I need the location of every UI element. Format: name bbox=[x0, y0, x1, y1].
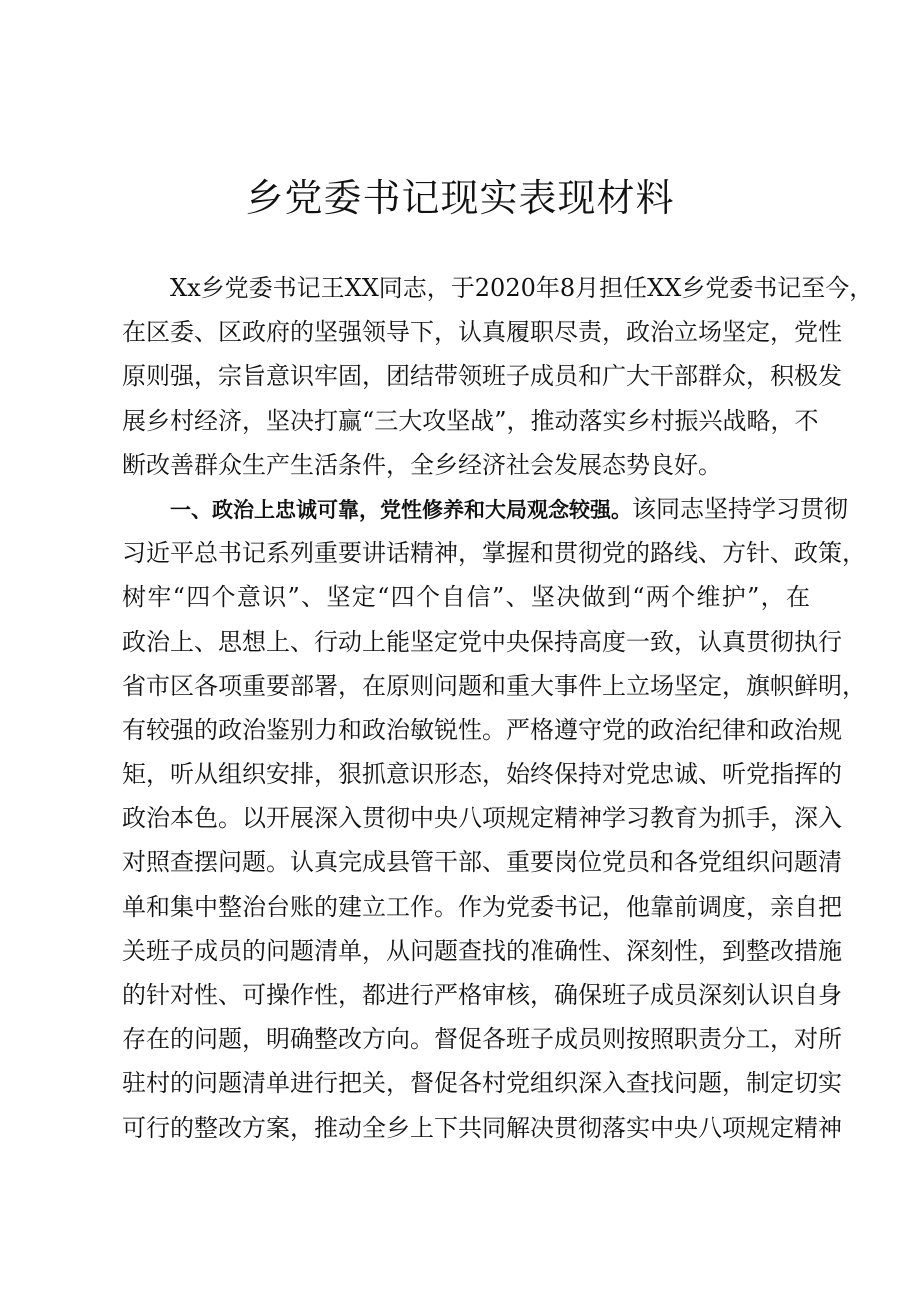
paragraph-1-line-1: Xx乡党委书记王XX同志，于2020年8月担任XX乡党委书记至今， bbox=[170, 274, 874, 302]
paragraph-2-line-11: 关班子成员的问题清单，从问题查找的准确性、深刻性，到整改措施 bbox=[122, 936, 842, 965]
document-body bbox=[122, 266, 874, 1150]
paragraph-2-line-12: 的针对性、可操作性，都进行严格审核，确保班子成员深刻认识自身 bbox=[122, 981, 842, 1009]
paragraph-2-line-1 bbox=[122, 487, 848, 531]
section-heading-1: 一、政治上忠诚可靠，党性修养和大局观念较强。 bbox=[170, 497, 632, 522]
paragraph-2-line-13: 存在的问题，明确整改方向。督促各班子成员则按照职责分工，对所 bbox=[122, 1025, 842, 1054]
paragraph-2-line-4: 政治上、思想上、行动上能坚定党中央保持高度一致，认真贯彻执行 bbox=[122, 627, 842, 656]
paragraph-1-line-4: 展乡村经济，坚决打赢“三大攻坚战”，推动落实乡村振兴战略，不 bbox=[122, 406, 819, 435]
paragraph-2-line-8: 政治本色。以开展深入贯彻中央八项规定精神学习教育为抓手，深入 bbox=[122, 804, 842, 833]
paragraph-1-line-3: 原则强，宗旨意识牢固，团结带领班子成员和广大干部群众，积极发 bbox=[122, 362, 842, 391]
paragraph-1-line-5: 断改善群众生产生活条件，全乡经济社会发展态势良好。 bbox=[122, 450, 722, 479]
paragraph-2-line-7: 矩，听从组织安排，狠抓意识形态，始终保持对党忠诚、听党指挥的 bbox=[122, 760, 842, 789]
paragraph-2-line-3: 树牢“四个意识”、坚定“四个自信”、坚决做到“两个维护”，在 bbox=[122, 583, 810, 612]
paragraph-2-line-5: 省市区各项重要部署，在原则问题和重大事件上立场坚定，旗帜鲜明， bbox=[122, 671, 866, 700]
paragraph-2-line-9: 对照查摆问题。认真完成县管干部、重要岗位党员和各党组织问题清 bbox=[122, 848, 842, 877]
document-title: 乡党委书记现实表现材料 bbox=[245, 176, 675, 220]
paragraph-2-line-10: 单和集中整治台账的建立工作。作为党委书记，他靠前调度，亲自把 bbox=[122, 892, 842, 921]
paragraph-2-line-6: 有较强的政治鉴别力和政治敏锐性。严格遵守党的政治纪律和政治规 bbox=[122, 715, 842, 744]
paragraph-2-line-15: 可行的整改方案，推动全乡上下共同解决贯彻落实中央八项规定精神 bbox=[122, 1113, 842, 1142]
paragraph-1-line-2: 在区委、区政府的坚强领导下，认真履职尽责，政治立场坚定，党性 bbox=[122, 318, 842, 347]
paragraph-2-line-14: 驻村的问题清单进行把关，督促各村党组织深入查找问题，制定切实 bbox=[122, 1069, 842, 1098]
paragraph-2-line-2: 习近平总书记系列重要讲话精神，掌握和贯彻党的路线、方针、政策， bbox=[122, 539, 866, 568]
paragraph-2-line-1-rest: 该同志坚持学习贯彻 bbox=[632, 494, 848, 523]
